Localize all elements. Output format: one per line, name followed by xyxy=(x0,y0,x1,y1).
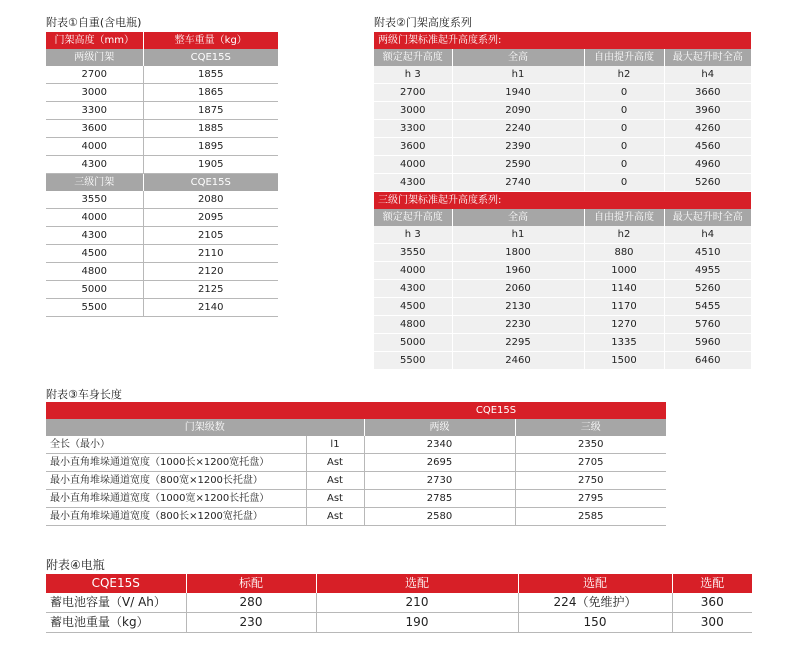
table-cell: 0 xyxy=(584,138,664,156)
table-cell: Ast xyxy=(306,472,364,490)
table-cell: 2390 xyxy=(452,138,584,156)
table-cell: 2585 xyxy=(515,508,666,526)
table-row xyxy=(46,472,666,490)
table-cell: 190 xyxy=(316,613,518,633)
table2-header-row xyxy=(374,49,751,66)
table-cell: 最小直角堆垛通道宽度（800长×1200宽托盘） xyxy=(46,508,306,526)
table-cell: 1500 xyxy=(584,352,664,370)
table2-symbol-cell: h 3 xyxy=(374,226,452,244)
table2-symbol-cell: h 3 xyxy=(374,66,452,84)
table-row xyxy=(374,352,751,370)
table2-header-cell: 自由提升高度 xyxy=(584,49,664,66)
table-cell: 300 xyxy=(672,613,752,633)
table-cell: 5260 xyxy=(664,280,751,298)
table-cell: 4300 xyxy=(46,227,143,245)
table-cell: 150 xyxy=(518,613,672,633)
table2-header-row xyxy=(374,209,751,226)
table-cell: 1895 xyxy=(143,138,278,156)
table-row xyxy=(374,138,751,156)
table-cell: 2095 xyxy=(143,209,278,227)
table-cell: 4510 xyxy=(664,244,751,262)
table3-model: CQE15S xyxy=(46,402,666,419)
table-cell: 880 xyxy=(584,244,664,262)
table-cell: 全长（最小） xyxy=(46,436,306,454)
table-cell: 2700 xyxy=(46,66,143,84)
table-cell: 3660 xyxy=(664,84,751,102)
table-cell: 6460 xyxy=(664,352,751,370)
table2-header-cell: 最大起升时全高 xyxy=(664,49,751,66)
table-row xyxy=(46,120,278,138)
table-cell: 3000 xyxy=(46,84,143,102)
table-cell: 3600 xyxy=(374,138,452,156)
table1-subheader-cell: CQE15S xyxy=(143,49,278,66)
table-cell: 0 xyxy=(584,84,664,102)
table-cell: 2060 xyxy=(452,280,584,298)
table-cell: 3300 xyxy=(374,120,452,138)
table-row xyxy=(46,263,278,281)
table-row xyxy=(374,262,751,280)
table-cell: 1335 xyxy=(584,334,664,352)
table2-section-three-stage xyxy=(374,192,751,210)
table3-header-cell: 两级 xyxy=(364,419,515,436)
table-cell: 2785 xyxy=(364,490,515,508)
table-cell: 1960 xyxy=(452,262,584,280)
table-cell: 5500 xyxy=(374,352,452,370)
table2-symbol-cell: h2 xyxy=(584,226,664,244)
table-row xyxy=(46,593,752,613)
table1-subheader-cell: 两级门架 xyxy=(46,49,143,66)
table-cell: 1865 xyxy=(143,84,278,102)
table-row xyxy=(46,209,278,227)
table2-header-cell: 最大起升时全高 xyxy=(664,209,751,226)
table-cell: 4000 xyxy=(46,209,143,227)
table-cell: 2705 xyxy=(515,454,666,472)
table2-symbol-row xyxy=(374,66,751,84)
table-cell: 2105 xyxy=(143,227,278,245)
table-cell: 1875 xyxy=(143,102,278,120)
table-cell: 2580 xyxy=(364,508,515,526)
table-cell: Ast xyxy=(306,490,364,508)
table-row xyxy=(46,454,666,472)
table-cell: 4955 xyxy=(664,262,751,280)
table-row xyxy=(46,508,666,526)
table2-caption: 附表②门架高度系列 xyxy=(374,16,472,29)
table-cell: 1800 xyxy=(452,244,584,262)
table-cell: 5760 xyxy=(664,316,751,334)
table-cell: 224（免维护） xyxy=(518,593,672,613)
table-cell: 4000 xyxy=(374,156,452,174)
table-cell: 2590 xyxy=(452,156,584,174)
table-cell: 2110 xyxy=(143,245,278,263)
table-row xyxy=(46,138,278,156)
table-cell: 2695 xyxy=(364,454,515,472)
table-row xyxy=(374,174,751,192)
table-cell: 2125 xyxy=(143,281,278,299)
table-cell: 蓄电池容量（V/ Ah） xyxy=(46,593,186,613)
table1-weight xyxy=(46,32,278,317)
table-cell: 5500 xyxy=(46,299,143,317)
table-cell: 4500 xyxy=(374,298,452,316)
table-row xyxy=(374,102,751,120)
table2-section-two-stage xyxy=(374,32,751,49)
table2-header-cell: 自由提升高度 xyxy=(584,209,664,226)
table-cell: 3960 xyxy=(664,102,751,120)
table-cell: 2240 xyxy=(452,120,584,138)
table3-header-cell: 三级 xyxy=(515,419,666,436)
table1-subheader-3 xyxy=(46,174,278,192)
table3-header-row xyxy=(46,419,666,436)
table-row xyxy=(46,490,666,508)
table4-header-cell: 标配 xyxy=(186,574,316,593)
table-row xyxy=(46,436,666,454)
table-cell: 4300 xyxy=(374,174,452,192)
table2-mast-heights xyxy=(374,32,751,370)
table2-symbol-cell: h1 xyxy=(452,226,584,244)
table4-header-cell: 选配 xyxy=(518,574,672,593)
table4-header-cell: 选配 xyxy=(316,574,518,593)
table-row xyxy=(46,613,752,633)
table-cell: 4500 xyxy=(46,245,143,263)
table-cell: 2700 xyxy=(374,84,452,102)
table1-subheader-2 xyxy=(46,49,278,66)
table-row xyxy=(46,227,278,245)
table-cell: 3600 xyxy=(46,120,143,138)
table-cell: 4000 xyxy=(374,262,452,280)
table3-caption: 附表③车身长度 xyxy=(46,388,122,401)
table2-symbol-cell: h4 xyxy=(664,66,751,84)
table-cell: 2130 xyxy=(452,298,584,316)
table-cell: 2730 xyxy=(364,472,515,490)
table-cell: 最小直角堆垛通道宽度（1000长×1200宽托盘） xyxy=(46,454,306,472)
table4-header-row xyxy=(46,574,752,593)
table-cell: 4300 xyxy=(374,280,452,298)
table1-header-cell: 门架高度（mm） xyxy=(46,32,143,49)
table2-header-cell: 全高 xyxy=(452,209,584,226)
table2-section-title: 两级门架标准起升高度系列: xyxy=(374,32,751,49)
table-cell: 1855 xyxy=(143,66,278,84)
table-cell: 2080 xyxy=(143,191,278,209)
table2-symbol-cell: h4 xyxy=(664,226,751,244)
table-cell: 2740 xyxy=(452,174,584,192)
table-cell: 4800 xyxy=(46,263,143,281)
table-cell: 1885 xyxy=(143,120,278,138)
table2-symbol-cell: h2 xyxy=(584,66,664,84)
table-cell: 2120 xyxy=(143,263,278,281)
table-cell: 2750 xyxy=(515,472,666,490)
table-cell: 5960 xyxy=(664,334,751,352)
table-cell: 0 xyxy=(584,174,664,192)
table-cell: 2350 xyxy=(515,436,666,454)
table-row xyxy=(374,334,751,352)
table4-header-cell: CQE15S xyxy=(46,574,186,593)
table-cell: 3300 xyxy=(46,102,143,120)
table-cell: Ast xyxy=(306,454,364,472)
table-row xyxy=(46,84,278,102)
table-cell: 4260 xyxy=(664,120,751,138)
table-cell: 280 xyxy=(186,593,316,613)
table-row xyxy=(374,84,751,102)
table-row xyxy=(46,102,278,120)
table-cell: 0 xyxy=(584,120,664,138)
table-cell: 4000 xyxy=(46,138,143,156)
table4-header-cell: 选配 xyxy=(672,574,752,593)
table1-subheader-cell: CQE15S xyxy=(143,174,278,192)
table-cell: 210 xyxy=(316,593,518,613)
table-row xyxy=(374,298,751,316)
table-cell: 1270 xyxy=(584,316,664,334)
table-cell: 4300 xyxy=(46,156,143,174)
table-cell: 2140 xyxy=(143,299,278,317)
table-row xyxy=(46,299,278,317)
table-cell: 5000 xyxy=(374,334,452,352)
table-cell: 2090 xyxy=(452,102,584,120)
table3-model-row xyxy=(46,402,666,419)
table-cell: 1140 xyxy=(584,280,664,298)
table-cell: 3000 xyxy=(374,102,452,120)
table1-header-row xyxy=(46,32,278,49)
table-row xyxy=(46,281,278,299)
table-cell: 最小直角堆垛通道宽度（1000宽×1200长托盘） xyxy=(46,490,306,508)
table-row xyxy=(374,120,751,138)
table2-section-title: 三级门架标准起升高度系列: xyxy=(374,192,751,210)
table-cell: 5260 xyxy=(664,174,751,192)
table2-header-cell: 额定起升高度 xyxy=(374,49,452,66)
table-cell: 1940 xyxy=(452,84,584,102)
table-cell: 1905 xyxy=(143,156,278,174)
table-cell: 230 xyxy=(186,613,316,633)
table-cell: 0 xyxy=(584,102,664,120)
table-cell: 5455 xyxy=(664,298,751,316)
table-cell: 3550 xyxy=(46,191,143,209)
table4-battery xyxy=(46,574,752,633)
table-cell: 2460 xyxy=(452,352,584,370)
table-cell: 2230 xyxy=(452,316,584,334)
table-row xyxy=(46,245,278,263)
table-row xyxy=(374,316,751,334)
table3-header-cell: 门架级数 xyxy=(46,419,364,436)
table-row xyxy=(46,156,278,174)
table3-body-length xyxy=(46,402,666,526)
table-cell: 蓄电池重量（kg） xyxy=(46,613,186,633)
table-cell: 1170 xyxy=(584,298,664,316)
table-row xyxy=(374,156,751,174)
table-cell: 5000 xyxy=(46,281,143,299)
table2-symbol-row xyxy=(374,226,751,244)
table-cell: 4800 xyxy=(374,316,452,334)
table-cell: Ast xyxy=(306,508,364,526)
table2-header-cell: 全高 xyxy=(452,49,584,66)
table-cell: 最小直角堆垛通道宽度（800宽×1200长托盘） xyxy=(46,472,306,490)
table1-subheader-cell: 三级门架 xyxy=(46,174,143,192)
table-row xyxy=(46,66,278,84)
table2-symbol-cell: h1 xyxy=(452,66,584,84)
table-cell: 4560 xyxy=(664,138,751,156)
table-cell: 0 xyxy=(584,156,664,174)
table-cell: 360 xyxy=(672,593,752,613)
table-cell: 4960 xyxy=(664,156,751,174)
table-row xyxy=(374,280,751,298)
table-row xyxy=(374,244,751,262)
table-cell: 2295 xyxy=(452,334,584,352)
table-cell: 1000 xyxy=(584,262,664,280)
table2-header-cell: 额定起升高度 xyxy=(374,209,452,226)
table4-caption: 附表④电瓶 xyxy=(46,558,105,572)
table-row xyxy=(46,191,278,209)
table1-header-cell: 整车重量（kg） xyxy=(143,32,278,49)
table-cell: 3550 xyxy=(374,244,452,262)
table-cell: 2340 xyxy=(364,436,515,454)
table1-caption: 附表①自重(含电瓶) xyxy=(46,16,142,29)
table-cell: l1 xyxy=(306,436,364,454)
table-cell: 2795 xyxy=(515,490,666,508)
